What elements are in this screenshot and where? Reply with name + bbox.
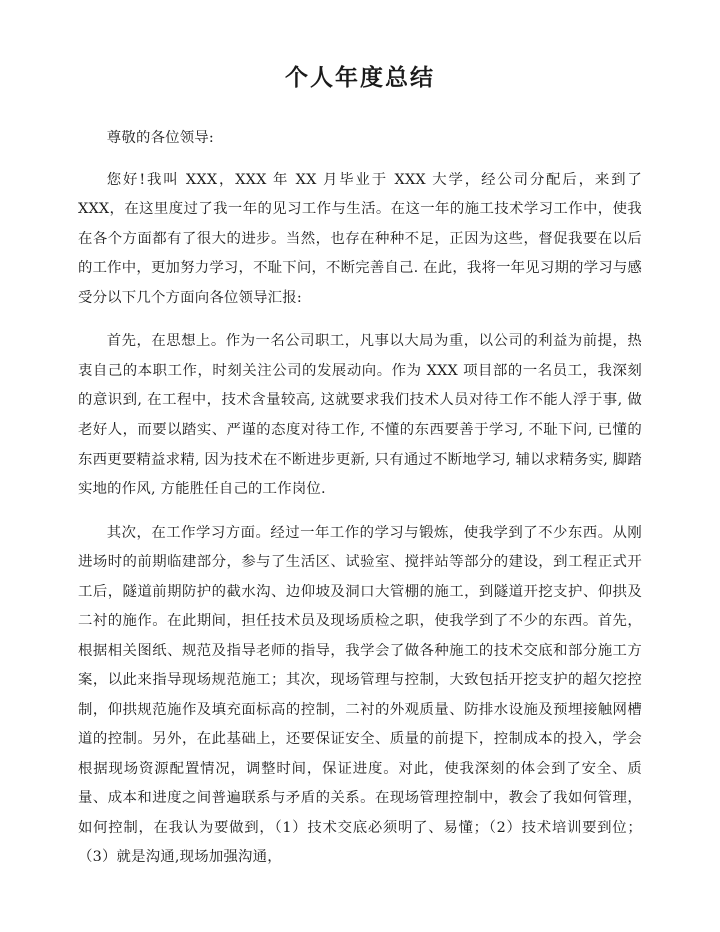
paragraph-work: 其次，在工作学习方面。经过一年工作的学习与锻炼，使我学到了不少东西。从刚进场时的前期临建部分，参与了生活区、试验室、搅拌站等部分的建设，到工程正式开工后，隧道前期防护的截水沟、边仰坡及洞口大管棚的施工，到隧道开挖支护、仰拱及二衬的施作。在此期间，担任技术员及现场质检之职，使我学到了不少的东西。首先，根据相关图纸、规范及指导老师的指导，我学会了做各种施工的技术交底和部分施工方案，以此来指导现场规范施工；其次，现场管理与控制，大致包括开挖支护的超欠挖控制，仰拱规范施作及填充面标高的控制，二衬的外观质量、防排水设施及预埋接触网槽道的控制。另外，在此基础上，还要保证安全、质量的前提下，控制成本的投入，学会根据现场资源配置情况，调整时间，保证进度。对此，使我深刻的体会到了安全、质量、成本和进度之间普遍联系与矛盾的关系。在现场管理控制中，教会了我如何管理，如何控制，在我认为要做到，（1）技术交底必须明了、易懂；（2）技术培训要到位；（3）就是沟通,现场加强沟通， [78, 524, 642, 866]
paragraph-intro: 您好!我叫 XXX，XXX 年 XX 月毕业于 XXX 大学，经公司分配后，来到了 XXX，在这里度过了我一年的见习工作与生活。在这一年的施工技术学习工作中，使我在各个方面都有了很大的进步。当然，也存在种种不足，正因为这些，督促我要在以后的工作中，更加努力学习，不耻下问，不断完善自己. 在此，我将一年见习期的学习与感受分以下几个方面向各位领导汇报: [78, 171, 642, 306]
page-title: 个人年度总结 [285, 64, 435, 91]
paragraph-salutation: 尊敬的各位领导: [106, 130, 214, 147]
paragraph-thought: 首先，在思想上。作为一名公司职工，凡事以大局为重，以公司的利益为前提，热衷自己的本职工作，时刻关注公司的发展动向。作为 XXX 项目部的一名员工，我深刻的意识到, 在工程中，技术含量较高, 这就要求我们技术人员对待工作不能人浮于事, 做老好人，而要以踏实、严谨的态度对待工作, 不懂的东西要善于学习, 不耻下问, 已懂的东西更要精益求精, 因为技术在不断进步更新, 只有通过不断地学习, 辅以求精务实, 脚踏实地的作风, 方能胜任自己的工作岗位. [78, 333, 642, 498]
